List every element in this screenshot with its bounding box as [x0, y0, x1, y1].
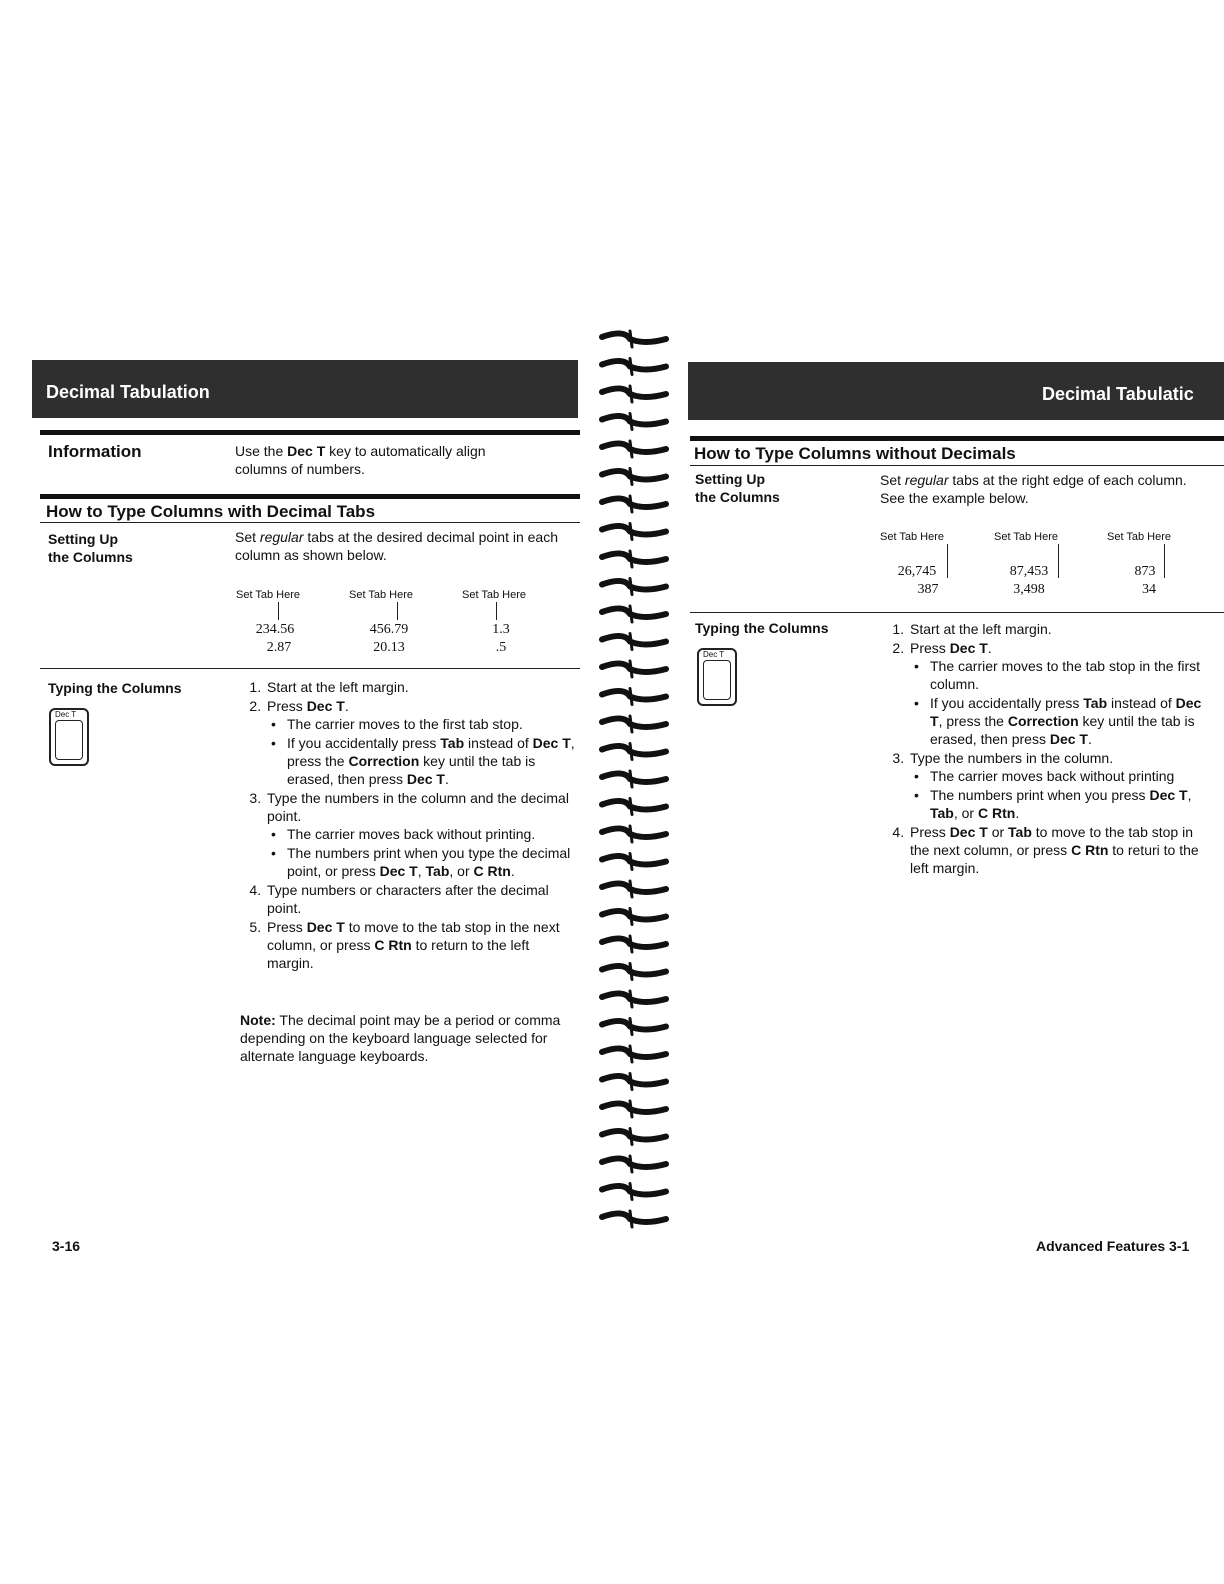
left-info-text: Use the Dec T key to automatically align columns of numbers. — [235, 443, 486, 477]
right-step-2: 2. Press Dec T. • The carrier moves to the tab stop in the first column. • If you accidentally press Tab instead of Dec T, press the Correction key until the tab is erased, then press Dec T. — [908, 639, 1210, 748]
right-rule-section-under — [690, 465, 1224, 466]
spiral-coil-stem — [630, 496, 632, 512]
spiral-binding — [596, 325, 676, 1255]
spiral-coil — [602, 718, 666, 727]
spiral-coil — [602, 828, 666, 837]
left-banner — [32, 360, 578, 418]
right-footer: Advanced Features 3-1 — [1036, 1238, 1190, 1254]
spiral-coil — [602, 416, 666, 425]
spiral-coil-stem — [630, 1101, 632, 1117]
left-col3-row2: .5 — [495, 640, 507, 655]
right-rule-typing — [690, 612, 1224, 613]
spiral-coil-stem — [630, 1211, 632, 1227]
left-dec-t-key-icon: Dec T — [49, 708, 89, 766]
right-step-1: 1. Start at the left margin. — [908, 620, 1210, 638]
right-banner-title: Decimal Tabulatic — [1042, 384, 1194, 404]
spiral-coil-stem — [630, 661, 632, 677]
spiral-coil — [602, 553, 666, 562]
spiral-coil-stem — [630, 359, 632, 375]
left-rule-section-under — [40, 522, 580, 523]
right-tab-label-2: Set Tab Here — [994, 531, 1059, 543]
right-steps — [880, 620, 1210, 878]
spiral-coil — [602, 993, 666, 1002]
spiral-coil — [602, 911, 666, 920]
spiral-coil — [602, 526, 666, 535]
spiral-coil-stem — [630, 331, 632, 347]
left-note: Note: The decimal point may be a period or comma depending on the keyboard language selected for alternate language keyboards. — [240, 1012, 561, 1064]
spiral-coil — [602, 938, 666, 947]
spiral-coil — [602, 361, 666, 370]
spiral-coil — [602, 471, 666, 480]
spiral-coil-stem — [630, 386, 632, 402]
spiral-coil-stem — [630, 1156, 632, 1172]
left-page-number: 3-16 — [52, 1238, 81, 1254]
spiral-coil-stem — [630, 771, 632, 787]
spiral-coil — [602, 773, 666, 782]
spiral-coil-stem — [630, 1184, 632, 1200]
right-col3-row1: 873 — [1134, 564, 1156, 579]
right-col3-row2: 34 — [1142, 582, 1156, 597]
left-step-3: 3. Type the numbers in the column and the decimal point. • The carrier moves back without printing. • The numbers print when you type the decimal point, or press Dec T, Tab, or C Rtn. — [265, 789, 577, 880]
spiral-coil-stem — [630, 469, 632, 485]
left-step-2: 2. Press Dec T. • The carrier moves to the first tab stop. • If you accidentally press Tab instead of Dec T, press the Correction key until the tab is erased, then press Dec T. — [265, 697, 577, 788]
right-rule-top — [690, 436, 1224, 441]
spiral-coil-stem — [630, 414, 632, 430]
left-setup-label: Setting Up the Columns — [48, 531, 133, 565]
spiral-coil-stem — [630, 1019, 632, 1035]
left-tab-marker-3 — [496, 602, 497, 620]
right-col2-row2: 3,498 — [1013, 582, 1045, 597]
spiral-coil — [602, 1076, 666, 1085]
left-col1-row2: 2.87 — [266, 640, 292, 655]
spiral-coil-stem — [630, 441, 632, 457]
left-rule-typing — [40, 668, 580, 669]
spiral-coil — [602, 1158, 666, 1167]
left-section-title: How to Type Columns with Decimal Tabs — [46, 502, 376, 521]
spiral-coil — [602, 1213, 666, 1222]
spiral-coil — [602, 856, 666, 865]
spiral-coil-stem — [630, 1046, 632, 1062]
left-banner-title: Decimal Tabulation — [46, 382, 210, 402]
left-tab-label-1: Set Tab Here — [236, 589, 301, 601]
spiral-coil-stem — [630, 579, 632, 595]
left-typing-label: Typing the Columns — [48, 680, 182, 696]
spiral-coil-stem — [630, 799, 632, 815]
spiral-coil — [602, 883, 666, 892]
spiral-coil — [602, 608, 666, 617]
left-step-4: 4. Type numbers or characters after the decimal point. — [265, 881, 577, 917]
spiral-coil-stem — [630, 551, 632, 567]
right-tab-label-3: Set Tab Here — [1107, 531, 1172, 543]
left-info-label: Information — [48, 442, 142, 461]
spiral-coil-stem — [630, 524, 632, 540]
left-tab-marker-2 — [397, 602, 398, 620]
spiral-coil-stem — [630, 854, 632, 870]
spiral-coil-stem — [630, 744, 632, 760]
spiral-coil-stem — [630, 634, 632, 650]
right-tab-label-1: Set Tab Here — [880, 531, 945, 543]
spiral-coil — [602, 498, 666, 507]
spiral-coil — [602, 801, 666, 810]
left-rule-top — [40, 430, 580, 435]
spiral-coil — [602, 1186, 666, 1195]
left-setup-text: Set regular tabs at the desired decimal point in each column as shown below. — [235, 529, 558, 563]
spiral-coil — [602, 663, 666, 672]
left-tab-marker-1 — [278, 602, 279, 620]
spiral-coil-stem — [630, 881, 632, 897]
left-col1-row1: 234.56 — [255, 622, 295, 637]
spiral-coil-stem — [630, 964, 632, 980]
right-section-title: How to Type Columns without Decimals — [694, 444, 1016, 463]
spiral-coil-stem — [630, 606, 632, 622]
right-typing-label: Typing the Columns — [695, 620, 829, 636]
spiral-coil — [602, 636, 666, 645]
spiral-coil — [602, 443, 666, 452]
left-tab-label-3: Set Tab Here — [462, 589, 527, 601]
spiral-coil — [602, 333, 666, 342]
right-dec-t-key-icon: Dec T — [697, 648, 737, 706]
left-tab-label-2: Set Tab Here — [349, 589, 414, 601]
spiral-coil-stem — [630, 936, 632, 952]
spiral-coil — [602, 1048, 666, 1057]
spiral-coil-stem — [630, 1074, 632, 1090]
right-step-4: 4. Press Dec T or Tab to move to the tab stop in the next column, or press C Rtn to returi to the left margin. — [908, 823, 1210, 877]
spiral-coil — [602, 1103, 666, 1112]
left-col2-row1: 456.79 — [369, 622, 409, 637]
right-col2-row1: 87,453 — [1009, 564, 1049, 579]
spiral-coil-stem — [630, 716, 632, 732]
left-steps — [237, 678, 577, 973]
spiral-coil-stem — [630, 689, 632, 705]
spiral-coil-stem — [630, 1129, 632, 1145]
spiral-coil — [602, 966, 666, 975]
spiral-coil — [602, 1131, 666, 1140]
right-col1-row2: 387 — [917, 582, 939, 597]
left-col2-row2: 20.13 — [373, 640, 405, 655]
right-step-3: 3. Type the numbers in the column. • The carrier moves back without printing • The numbers print when you press Dec T, Tab, or C Rtn. — [908, 749, 1210, 822]
right-setup-label: Setting Up the Columns — [695, 471, 780, 505]
spiral-coil-stem — [630, 991, 632, 1007]
right-banner — [688, 362, 1224, 420]
spiral-coil-stem — [630, 826, 632, 842]
spiral-coil — [602, 1021, 666, 1030]
left-rule-section — [40, 494, 580, 499]
left-col3-row1: 1.3 — [492, 622, 510, 637]
left-step-5: 5. Press Dec T to move to the tab stop in the next column, or press C Rtn to return to the left margin. — [265, 918, 577, 972]
right-setup-text: Set regular tabs at the right edge of each column. See the example below. — [880, 472, 1187, 506]
spiral-coil — [602, 581, 666, 590]
spiral-coil — [602, 691, 666, 700]
spiral-coil — [602, 388, 666, 397]
left-step-1: 1. Start at the left margin. — [265, 678, 577, 696]
spiral-coil-stem — [630, 909, 632, 925]
right-col1-row1: 26,745 — [897, 564, 937, 579]
spiral-coil — [602, 746, 666, 755]
